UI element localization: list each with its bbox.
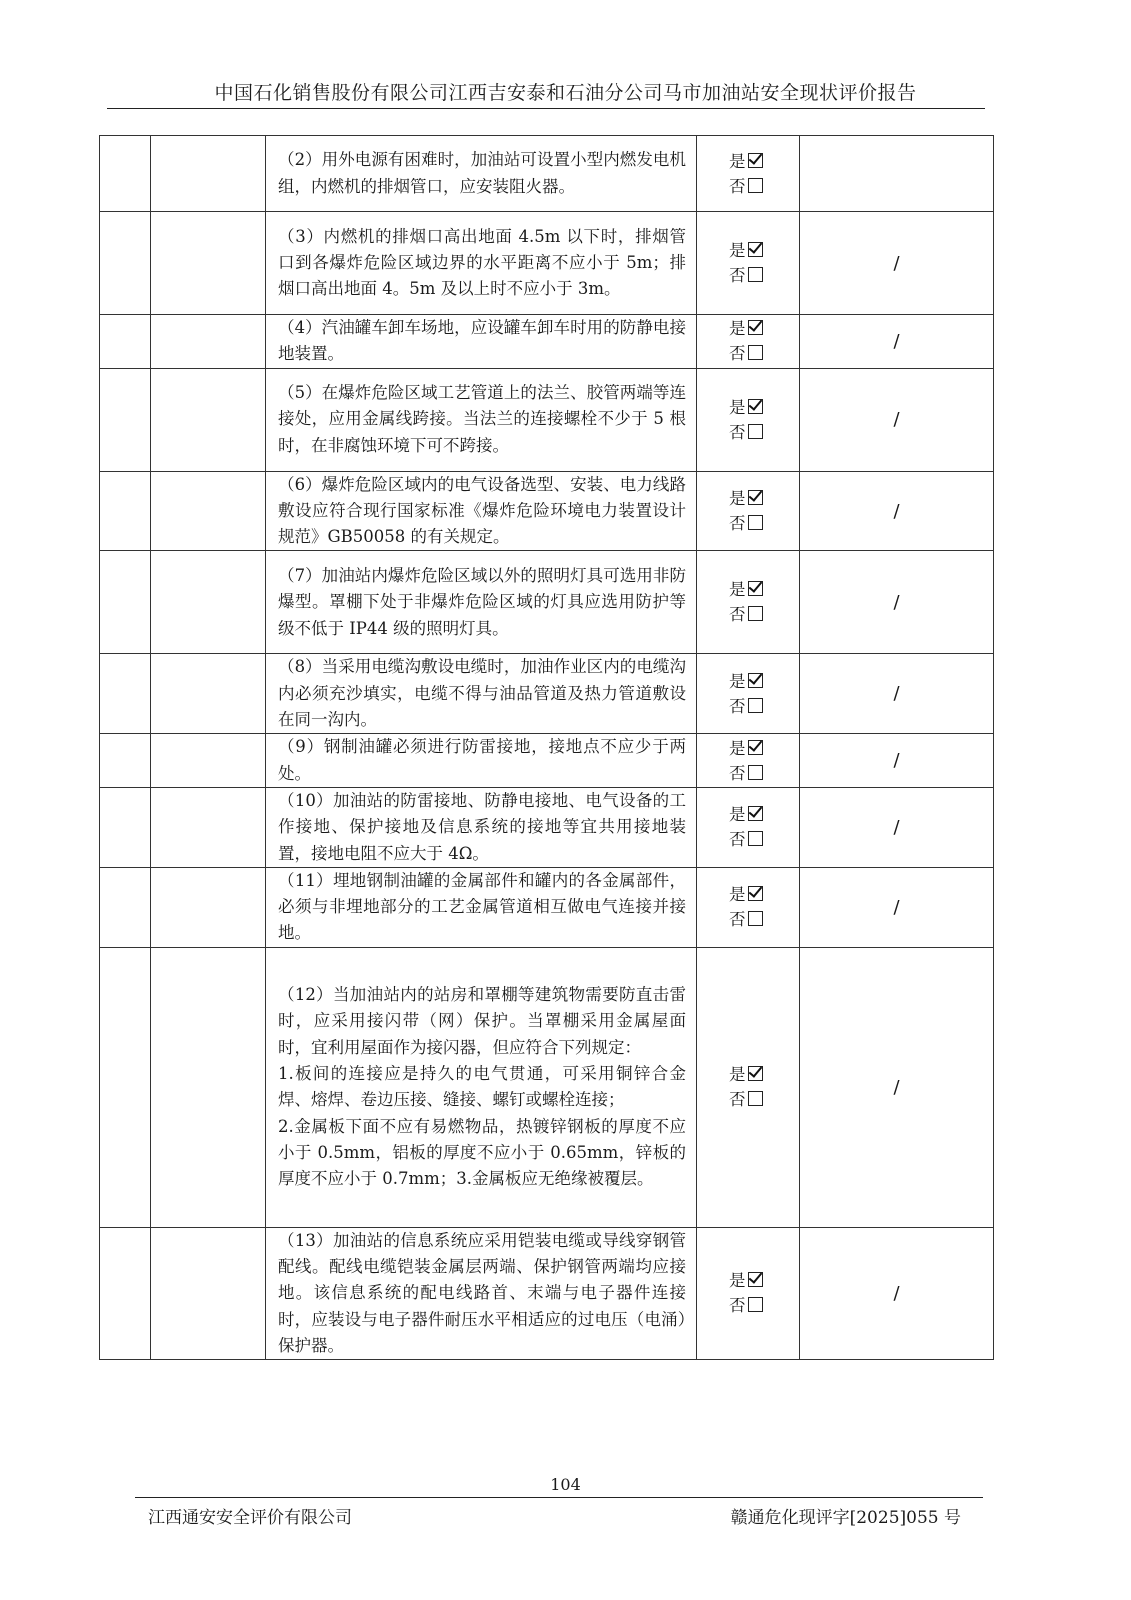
yes-label: 是 xyxy=(729,671,746,691)
requirement-cell xyxy=(266,947,697,1227)
subcategory-cell xyxy=(151,947,266,1227)
compliance-cell xyxy=(697,368,800,471)
category-cell xyxy=(100,212,151,315)
compliance-choice xyxy=(697,395,799,445)
yes-label: 是 xyxy=(729,805,746,825)
no-option xyxy=(729,1087,799,1112)
yes-label: 是 xyxy=(729,580,746,600)
subcategory-cell xyxy=(151,1227,266,1359)
subcategory-cell xyxy=(151,471,266,551)
category-cell xyxy=(100,315,151,369)
no-option xyxy=(729,694,799,719)
requirement-text: （7）加油站内爆炸危险区域以外的照明灯具可选用非防爆型。罩棚下处于非爆炸危险区域的灯具应选用防护等级不低于 IP44 级的照明灯具。 xyxy=(278,566,686,638)
category-cell xyxy=(100,787,151,867)
no-option xyxy=(729,263,799,288)
table-row xyxy=(100,315,994,369)
empty-box-icon xyxy=(748,1091,763,1106)
no-option xyxy=(729,1293,799,1318)
no-label: 否 xyxy=(729,1090,746,1110)
remark-cell: / xyxy=(800,734,994,788)
remark-cell: / xyxy=(800,867,994,947)
no-label: 否 xyxy=(729,910,746,930)
yes-option xyxy=(729,1062,799,1087)
no-option xyxy=(729,827,799,852)
empty-box-icon xyxy=(748,424,763,439)
checklist-body xyxy=(100,136,994,1360)
checked-box-icon xyxy=(748,740,763,755)
compliance-choice xyxy=(697,882,799,932)
yes-option xyxy=(729,1268,799,1293)
requirement-cell xyxy=(266,867,697,947)
compliance-cell xyxy=(697,654,800,734)
yes-option xyxy=(729,882,799,907)
category-cell xyxy=(100,136,151,212)
checked-box-icon xyxy=(748,886,763,901)
remark-cell xyxy=(800,136,994,212)
no-label: 否 xyxy=(729,1296,746,1316)
requirement-cell xyxy=(266,368,697,471)
no-label: 否 xyxy=(729,696,746,716)
no-option xyxy=(729,907,799,932)
table-row xyxy=(100,1227,994,1359)
compliance-cell xyxy=(697,1227,800,1359)
checked-box-icon xyxy=(748,399,763,414)
subcategory-cell xyxy=(151,551,266,654)
compliance-cell xyxy=(697,136,800,212)
empty-box-icon xyxy=(748,831,763,846)
requirement-text: （9）钢制油罐必须进行防雷接地，接地点不应少于两处。 xyxy=(278,737,686,783)
compliance-cell xyxy=(697,947,800,1227)
compliance-cell xyxy=(697,867,800,947)
subcategory-cell xyxy=(151,368,266,471)
subcategory-cell xyxy=(151,315,266,369)
category-cell xyxy=(100,1227,151,1359)
requirement-text: （5）在爆炸危险区域工艺管道上的法兰、胶管两端等连接处，应用金属线跨接。当法兰的连接螺栓不少于 5 根时，在非腐蚀环境下可不跨接。 xyxy=(278,383,686,455)
checked-box-icon xyxy=(748,490,763,505)
subcategory-cell xyxy=(151,734,266,788)
remark-cell: / xyxy=(800,787,994,867)
table-row xyxy=(100,136,994,212)
empty-box-icon xyxy=(748,178,763,193)
remark-cell: / xyxy=(800,551,994,654)
remark-cell: / xyxy=(800,654,994,734)
requirement-cell xyxy=(266,212,697,315)
table-row xyxy=(100,368,994,471)
checked-box-icon xyxy=(748,1272,763,1287)
yes-option xyxy=(729,316,799,341)
compliance-choice xyxy=(697,802,799,852)
compliance-choice xyxy=(697,1268,799,1318)
requirement-cell xyxy=(266,136,697,212)
checked-box-icon xyxy=(748,673,763,688)
no-option xyxy=(729,602,799,627)
category-cell xyxy=(100,368,151,471)
no-label: 否 xyxy=(729,514,746,534)
requirement-text: （6）爆炸危险区域内的电气设备选型、安装、电力线路敷设应符合现行国家标准《爆炸危险环境电力装置设计规范》GB50058 的有关规定。 xyxy=(278,474,686,547)
footer-company: 江西通安安全评价有限公司 xyxy=(148,1508,352,1528)
requirement-text: （4）汽油罐车卸车场地，应设罐车卸车时用的防静电接地装置。 xyxy=(278,318,686,364)
no-option xyxy=(729,341,799,366)
requirement-cell xyxy=(266,551,697,654)
yes-label: 是 xyxy=(729,738,746,758)
yes-label: 是 xyxy=(729,397,746,417)
footer-report-code: 赣通危化现评字[2025]055 号 xyxy=(730,1508,961,1528)
yes-option xyxy=(729,149,799,174)
remark-cell: / xyxy=(800,471,994,551)
table-row xyxy=(100,734,994,788)
page-header-title: 中国石化销售股份有限公司江西吉安泰和石油分公司马市加油站安全现状评价报告 xyxy=(214,82,917,104)
yes-label: 是 xyxy=(729,1065,746,1085)
remark-cell: / xyxy=(800,212,994,315)
empty-box-icon xyxy=(748,698,763,713)
no-option xyxy=(729,174,799,199)
yes-option xyxy=(729,669,799,694)
requirement-cell xyxy=(266,471,697,551)
yes-label: 是 xyxy=(729,151,746,171)
empty-box-icon xyxy=(748,606,763,621)
compliance-cell xyxy=(697,471,800,551)
no-option xyxy=(729,511,799,536)
table-row xyxy=(100,947,994,1227)
empty-box-icon xyxy=(748,345,763,360)
yes-option xyxy=(729,486,799,511)
footer-divider xyxy=(135,1497,983,1498)
no-label: 否 xyxy=(729,344,746,364)
requirement-cell xyxy=(266,787,697,867)
yes-option xyxy=(729,395,799,420)
category-cell xyxy=(100,654,151,734)
requirement-text: （3）内燃机的排烟口高出地面 4.5m 以下时，排烟管口到各爆炸危险区域边界的水平距离不应小于 5m；排烟口高出地面 4。5m 及以上时不应小于 3m。 xyxy=(278,226,686,299)
yes-option xyxy=(729,736,799,761)
requirement-text: （11）埋地钢制油罐的金属部件和罐内的各金属部件，必须与非埋地部分的工艺金属管道相互做电气连接并接地。 xyxy=(278,870,686,943)
yes-label: 是 xyxy=(729,885,746,905)
no-option xyxy=(729,761,799,786)
checked-box-icon xyxy=(748,581,763,596)
requirement-cell xyxy=(266,315,697,369)
requirement-cell xyxy=(266,654,697,734)
remark-cell: / xyxy=(800,1227,994,1359)
checked-box-icon xyxy=(748,153,763,168)
requirement-text: （10）加油站的防雷接地、防静电接地、电气设备的工作接地、保护接地及信息系统的接地等宜共用接地装置，接地电阻不应大于 4Ω。 xyxy=(278,790,686,863)
compliance-choice xyxy=(697,316,799,366)
checklist-table xyxy=(99,135,994,1360)
empty-box-icon xyxy=(748,267,763,282)
yes-option xyxy=(729,577,799,602)
requirement-text: （13）加油站的信息系统应采用铠装电缆或导线穿钢管配线。配线电缆铠装金属层两端、保护钢管两端均应接地。该信息系统的配电线路首、末端与电子器件连接时，应装设与电子器件耐压水平相适应的过电压（电涌）保护器。 xyxy=(278,1230,686,1355)
compliance-cell xyxy=(697,551,800,654)
table-row xyxy=(100,212,994,315)
table-row xyxy=(100,787,994,867)
checked-box-icon xyxy=(748,320,763,335)
no-label: 否 xyxy=(729,176,746,196)
category-cell xyxy=(100,947,151,1227)
no-label: 否 xyxy=(729,422,746,442)
subcategory-cell xyxy=(151,787,266,867)
table-row xyxy=(100,867,994,947)
requirement-cell xyxy=(266,1227,697,1359)
compliance-choice xyxy=(697,486,799,536)
requirement-cell xyxy=(266,734,697,788)
checked-box-icon xyxy=(748,806,763,821)
compliance-cell xyxy=(697,734,800,788)
compliance-cell xyxy=(697,315,800,369)
yes-label: 是 xyxy=(729,319,746,339)
category-cell xyxy=(100,867,151,947)
remark-cell: / xyxy=(800,947,994,1227)
empty-box-icon xyxy=(748,1297,763,1312)
no-label: 否 xyxy=(729,605,746,625)
compliance-cell xyxy=(697,212,800,315)
requirement-text: （8）当采用电缆沟敷设电缆时，加油作业区内的电缆沟内必须充沙填实，电缆不得与油品管道及热力管道敷设在同一沟内。 xyxy=(278,657,686,730)
category-cell xyxy=(100,734,151,788)
table-row xyxy=(100,471,994,551)
category-cell xyxy=(100,471,151,551)
requirement-text: （12）当加油站内的站房和罩棚等建筑物需要防直击雷时，应采用接闪带（网）保护。当罩棚采用金属屋面时，宜利用屋面作为接闪器，但应符合下列规定： 1.板间的连接应是持久的电气贯通，可采用铜锌合金焊、熔焊、卷边压接、缝接、螺钉或螺栓连接； 2.金属板下面不应有易燃物品，热镀锌钢板的厚度不应小于 0.5mm，铝板的厚度不应小于 0.65mm，锌板的厚度不应小于 0.7mm；3.金属板应无绝缘被覆层。 xyxy=(278,985,686,1189)
page-number: 104 xyxy=(550,1475,581,1494)
remark-cell: / xyxy=(800,368,994,471)
table-row xyxy=(100,654,994,734)
remark-cell: / xyxy=(800,315,994,369)
subcategory-cell xyxy=(151,654,266,734)
empty-box-icon xyxy=(748,515,763,530)
checked-box-icon xyxy=(748,242,763,257)
yes-label: 是 xyxy=(729,241,746,260)
yes-label: 是 xyxy=(729,489,746,509)
empty-box-icon xyxy=(748,911,763,926)
yes-option xyxy=(729,802,799,827)
no-option xyxy=(729,420,799,445)
subcategory-cell xyxy=(151,212,266,315)
subcategory-cell xyxy=(151,867,266,947)
compliance-cell xyxy=(697,787,800,867)
yes-option xyxy=(729,238,799,263)
compliance-choice xyxy=(697,149,799,199)
checked-box-icon xyxy=(748,1066,763,1081)
requirement-text: （2）用外电源有困难时，加油站可设置小型内燃发电机组，内燃机的排烟管口，应安装阻火器。 xyxy=(278,150,686,196)
no-label: 否 xyxy=(729,830,746,850)
compliance-choice xyxy=(697,669,799,719)
no-label: 否 xyxy=(729,266,746,285)
compliance-choice xyxy=(697,577,799,627)
compliance-choice xyxy=(697,1062,799,1112)
category-cell xyxy=(100,551,151,654)
subcategory-cell xyxy=(151,136,266,212)
no-label: 否 xyxy=(729,763,746,783)
compliance-choice xyxy=(697,238,799,288)
yes-label: 是 xyxy=(729,1271,746,1291)
compliance-choice xyxy=(697,736,799,786)
table-row xyxy=(100,551,994,654)
header-divider xyxy=(107,108,985,109)
empty-box-icon xyxy=(748,765,763,780)
